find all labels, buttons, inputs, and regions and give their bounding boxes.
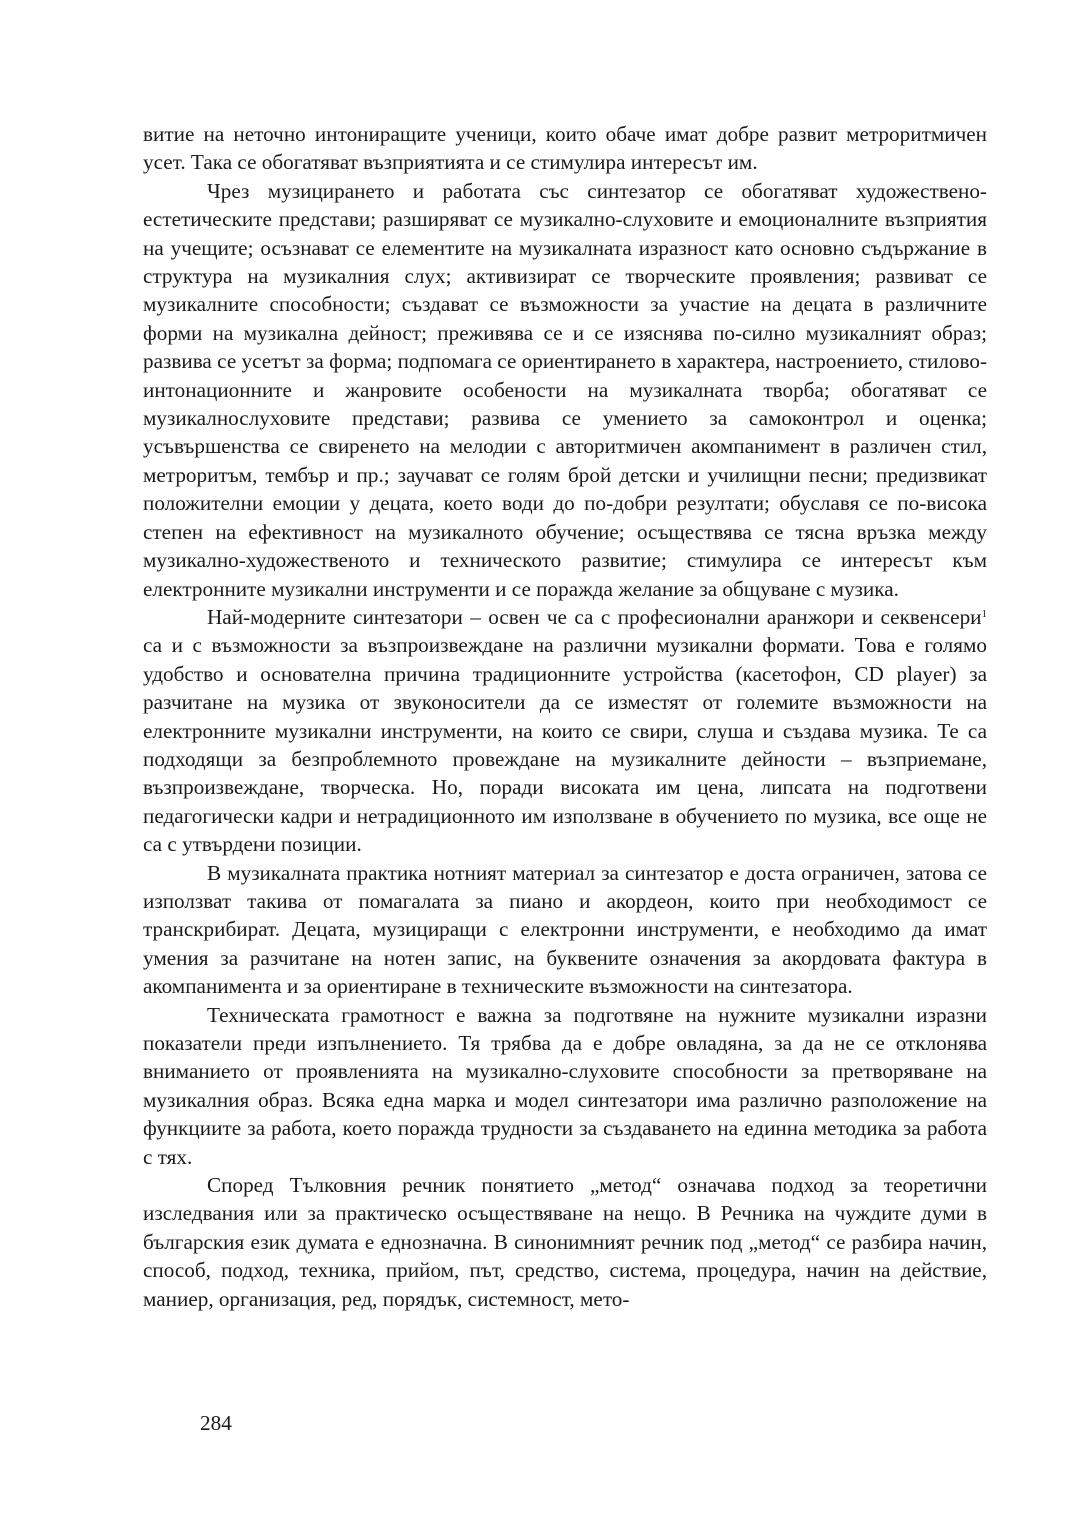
footnote-marker: 1 [981,607,987,620]
paragraph-method-definition: Според Тълковния речник понятието „метод“ означава подход за теоретични изследвания или за практическо осъществяване на нещо. В Речника на чуждите думи в българския език думата е еднозначна. В синонимният речник под „метод“ се разбира начин, способ, подход, техника, прийом, път, средство, система, процедура, начин на действие, маниер, организация, ред, порядък, системност, мето- [143,1173,987,1311]
paragraph-modern-synthesizers-part1: Най-модерните синтезатори – освен че са с професионални аранжори и секвенсери [207,604,982,629]
body-text [143,120,987,1313]
page-number: 284 [200,1411,232,1435]
paragraph-modern-synthesizers-part2: са и с възможности за възпроизвеждане на различни музикални формати. Това е голямо удобство и основателна причина традиционните устройства (касетофон, CD player) за разчитане на музика от звуконосители да се изместят от големите възможности на електронните музикални инструменти, на които се свири, слуша и създава музика. Те са подходящи за безпроблемното провеждане на музикалните дейности – възприемане, възпроизвеждане, творческа. Но, поради високата им цена, липсата на подготвени педагогически кадри и нетрадиционното им използване в обучението по музика, все още не са с утвърдени позиции. [143,633,987,857]
paragraph-continuation: витие на неточно интониращите ученици, които обаче имат добре развит метроритмичен усет. Така се обогатяват възприятията и се стимулира интересът им. [143,122,987,175]
paragraph-music-practice: В музикалната практика нотният материал за синтезатор е доста ограничен, затова се използват такива от помагалата за пиано и акордеон, които при необходимост се транскрибират. Децата, музициращи с електронни инструменти, е необходимо да имат умения за разчитане на нотен запис, на буквените означения за акордовата фактура в акомпанимента и за ориентиране в техническите възможности на синтезатора. [143,860,987,999]
paragraph-synthesizer-benefits: Чрез музицирането и работата със синтезатор се обогатяват художествено-естетическите представи; разширяват се музикално-слуховите и емоционалните възприятия на учещите; осъзнават се елементите на музикалната изразност като основно съдържание в структура на музикалния слух; активизират се творческите проявления; развиват се музикалните способности; създават се възможности за участие на децата в различните форми на музикална дейност; преживява се и се изяснява по-силно музикалният образ; развива се усетът за форма; подпомага се ориентирането в характера, настроението, стилово-интонационните и жанровите особености на музикалната творба; обогатяват се музикалнослуховите представи; развива се умението за самоконтрол и оценка; усъвършенства се свиренето на мелодии с авторитмичен акомпанимент в различен стил, метроритъм, тембър и пр.; заучават се голям брой детски и училищни песни; предизвикат положителни емоции у децата, което води до по-добри резултати; обуславя се по-висока степен на ефективност на музикалното обучение; осъществява се тясна връзка между музикално-художественото и техническото развитие; стимулира се интересът към електронните музикални инструменти и се поражда желание за общуване с музика. [143,178,987,601]
paragraph-modern-synthesizers [143,603,987,859]
paragraph-technical-literacy: Техническата грамотност е важна за подготвяне на нужните музикални изразни показатели преди изпълнението. Тя трябва да е добре овладяна, за да не се отклонява вниманието от проявленията на музикално-слуховите способности за претворяване на музикалния образ. Всяка една марка и модел синтезатори има различно разположение на функциите за работа, което поражда трудности за създаването на единна методика за работа с тях. [143,1002,987,1169]
